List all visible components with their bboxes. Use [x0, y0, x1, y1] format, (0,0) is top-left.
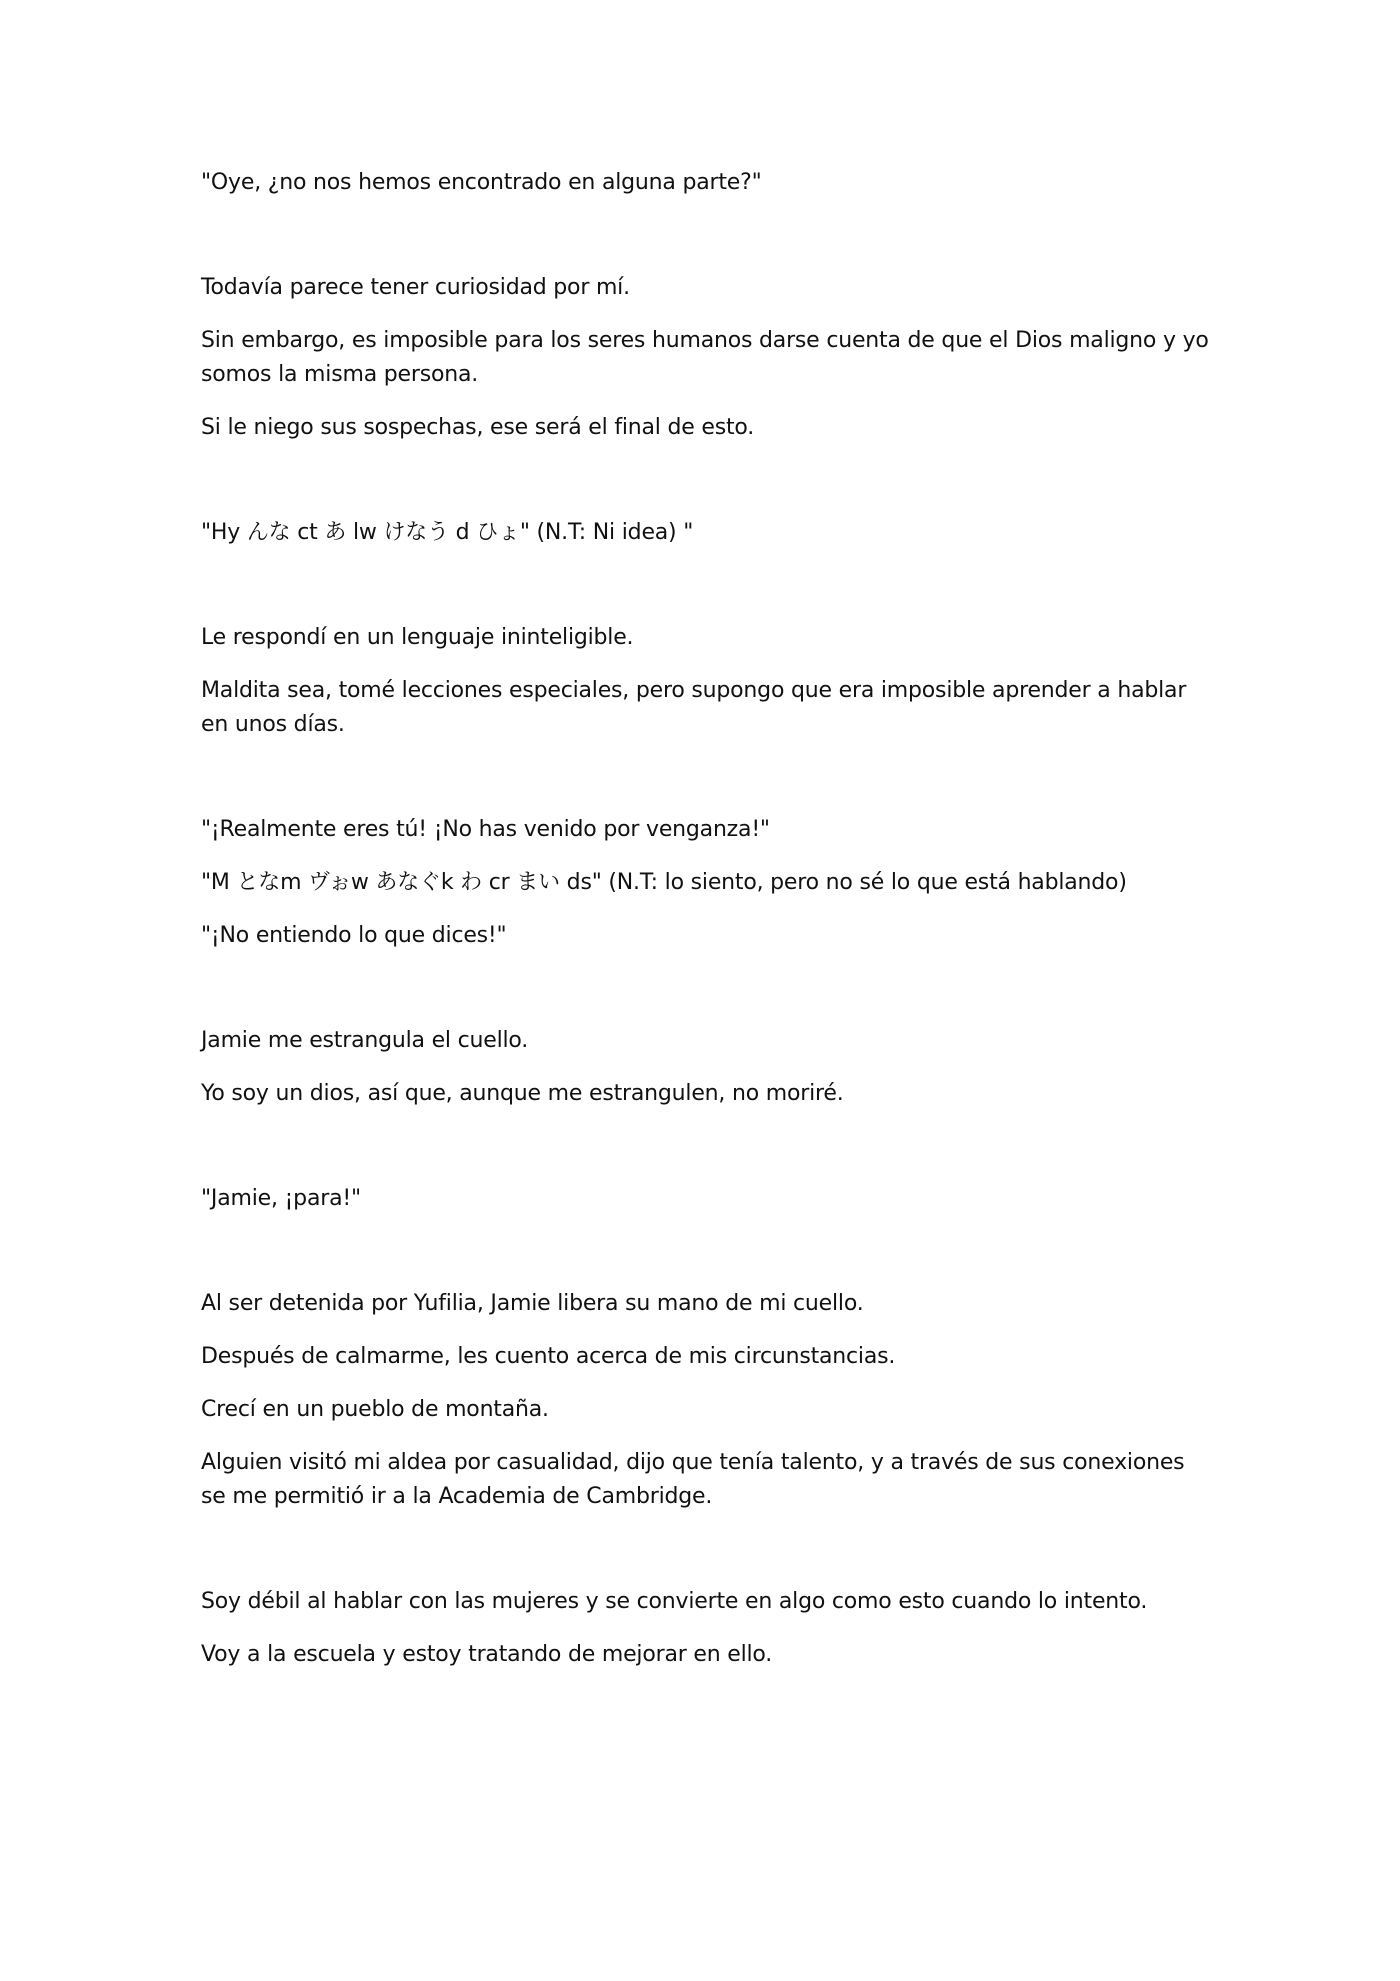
- paragraph-14: Al ser detenida por Yufilia, Jamie libera su mano de mi cuello.: [201, 1291, 864, 1316]
- paragraph-5: "Hy んな ct あ lw けなう d ひょ" (N.T: Ni idea) ": [201, 520, 694, 545]
- paragraph-18: Soy débil al hablar con las mujeres y se convierte en algo como esto cuando lo intento.: [201, 1589, 1148, 1614]
- paragraph-19: Voy a la escuela y estoy tratando de mejorar en ello.: [201, 1642, 773, 1667]
- paragraph-7: Maldita sea, tomé lecciones especiales, pero supongo que era imposible aprender a hablar en unos días.: [201, 678, 1187, 737]
- paragraph-13: "Jamie, ¡para!": [201, 1186, 361, 1211]
- paragraph-11: Jamie me estrangula el cuello.: [201, 1028, 529, 1053]
- paragraph-3: Sin embargo, es imposible para los seres humanos darse cuenta de que el Dios maligno y yo somos la misma persona.: [201, 328, 1209, 387]
- paragraph-16: Crecí en un pueblo de montaña.: [201, 1397, 549, 1422]
- paragraph-12: Yo soy un dios, así que, aunque me estrangulen, no moriré.: [201, 1081, 844, 1106]
- paragraph-2: Todavía parece tener curiosidad por mí.: [201, 275, 630, 300]
- paragraph-17: Alguien visitó mi aldea por casualidad, dijo que tenía talento, y a través de sus conexiones se me permitió ir a la Academia de Cambridge.: [201, 1450, 1185, 1509]
- paragraph-10: "¡No entiendo lo que dices!": [201, 923, 507, 948]
- paragraph-1: "Oye, ¿no nos hemos encontrado en alguna parte?": [201, 170, 762, 195]
- paragraph-4: Si le niego sus sospechas, ese será el final de esto.: [201, 415, 755, 440]
- paragraph-9: "M となm ヴぉw あなぐk わ cr まい ds" (N.T: lo siento, pero no sé lo que está hablando): [201, 870, 1127, 895]
- document-page: [201, 166, 1211, 1672]
- paragraph-8: "¡Realmente eres tú! ¡No has venido por venganza!": [201, 817, 770, 842]
- paragraph-15: Después de calmarme, les cuento acerca de mis circunstancias.: [201, 1344, 896, 1369]
- paragraph-6: Le respondí en un lenguaje ininteligible.: [201, 625, 634, 650]
